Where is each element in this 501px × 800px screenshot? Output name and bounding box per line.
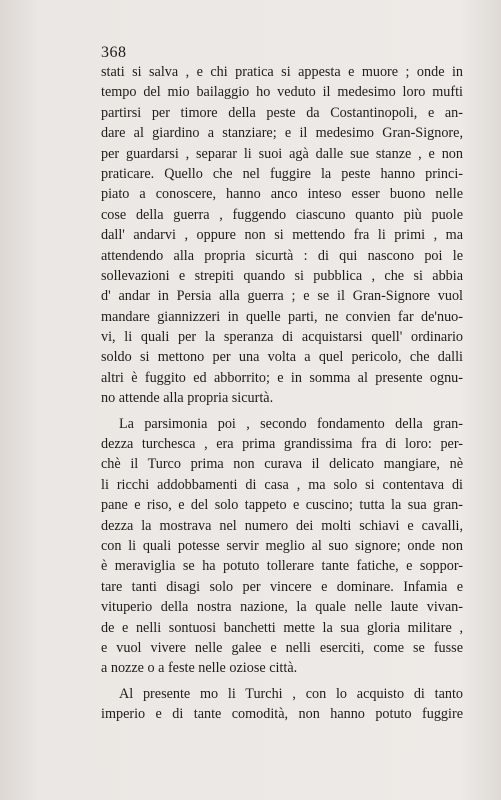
page-number: 368 bbox=[101, 44, 127, 61]
text-line: no attende alla propria sicurtà. bbox=[101, 390, 274, 407]
text-line: è meraviglia se ha potuto tollerare tante fatiche, e soppor- bbox=[101, 558, 463, 575]
text-line: dall' andarvi , oppure non si mettendo fra li primi , ma bbox=[101, 227, 463, 244]
body-text bbox=[101, 62, 463, 725]
text-line: tare tanti disagi solo per vincere e dominare. Infamia e bbox=[101, 578, 463, 595]
text-line: mandare giannizzeri in quelle parti, ne convien far de'nuo- bbox=[101, 308, 463, 325]
text-line: soldo si mettono per una volta a quel pericolo, che dalli bbox=[101, 349, 463, 366]
text-line: con li quali potesse servir meglio al suo signore; onde non bbox=[101, 537, 463, 554]
paragraph-2 bbox=[101, 414, 463, 679]
paragraph-1 bbox=[101, 62, 463, 409]
text-line: attendendo alla propria sicurtà : di qui nascono poi le bbox=[101, 247, 463, 264]
text-line: li ricchi addobbamenti di casa , ma solo si contentava di bbox=[101, 476, 463, 493]
text-line: praticare. Quello che nel fuggire la peste hanno princi- bbox=[101, 165, 463, 182]
text-line: Al presente mo li Turchi , con lo acquisto di tanto bbox=[119, 685, 463, 702]
text-line: vi, li quali per la speranza di acquistarsi quell' ordinario bbox=[101, 329, 463, 346]
text-line: d' andar in Persia alla guerra ; e se il Gran-Signore vuol bbox=[101, 288, 463, 305]
text-line: altri è fuggito ed abborrito; e in somma al presente ognu- bbox=[101, 369, 463, 386]
text-line: partirsi per timore della peste da Costantinopoli, e an- bbox=[101, 104, 463, 121]
text-line: dare al giardino a stanziare; e il medesimo Gran-Signore, bbox=[101, 125, 463, 142]
text-line: sollevazioni e strepiti quando si pubblica , che si abbia bbox=[101, 267, 463, 284]
text-line: pane e riso, e del solo tappeto e cuscino; tutta la sua gran- bbox=[101, 497, 463, 514]
text-line: de e nelli sontuosi banchetti mette la sua gloria militare , bbox=[101, 619, 463, 636]
text-line: a nozze o a feste nelle oziose città. bbox=[101, 660, 298, 677]
text-line: dezza turchesca , era prima grandissima fra di loro: per- bbox=[101, 436, 463, 453]
text-line: chè il Turco prima non curava il delicato mangiare, nè bbox=[101, 456, 463, 473]
text-line: e vuol vivere nelle galee e nelli eserciti, come se fusse bbox=[101, 639, 463, 656]
text-line: tempo del mio bailaggio ho veduto il medesimo loro mufti bbox=[101, 84, 463, 101]
text-line: piato a conoscere, hanno anco inteso esser buono nelle bbox=[101, 186, 463, 203]
text-line: vituperio della nostra nazione, la quale nelle laute vivan- bbox=[101, 599, 463, 616]
text-line: cose della guerra , fuggendo ciascuno quanto più puole bbox=[101, 206, 463, 223]
text-line: per guardarsi , separar li suoi agà dalle sue stanze , e non bbox=[101, 145, 463, 162]
text-line: stati si salva , e chi pratica si appesta e muore ; onde in bbox=[101, 64, 463, 80]
text-line: imperio e di tante comodità, non hanno potuto fuggire bbox=[101, 706, 463, 723]
paragraph-3 bbox=[101, 684, 463, 725]
text-line: dezza la mostrava nel numero dei molti schiavi e cavalli, bbox=[101, 517, 463, 534]
text-line: La parsimonia poi , secondo fondamento della gran- bbox=[119, 415, 463, 432]
